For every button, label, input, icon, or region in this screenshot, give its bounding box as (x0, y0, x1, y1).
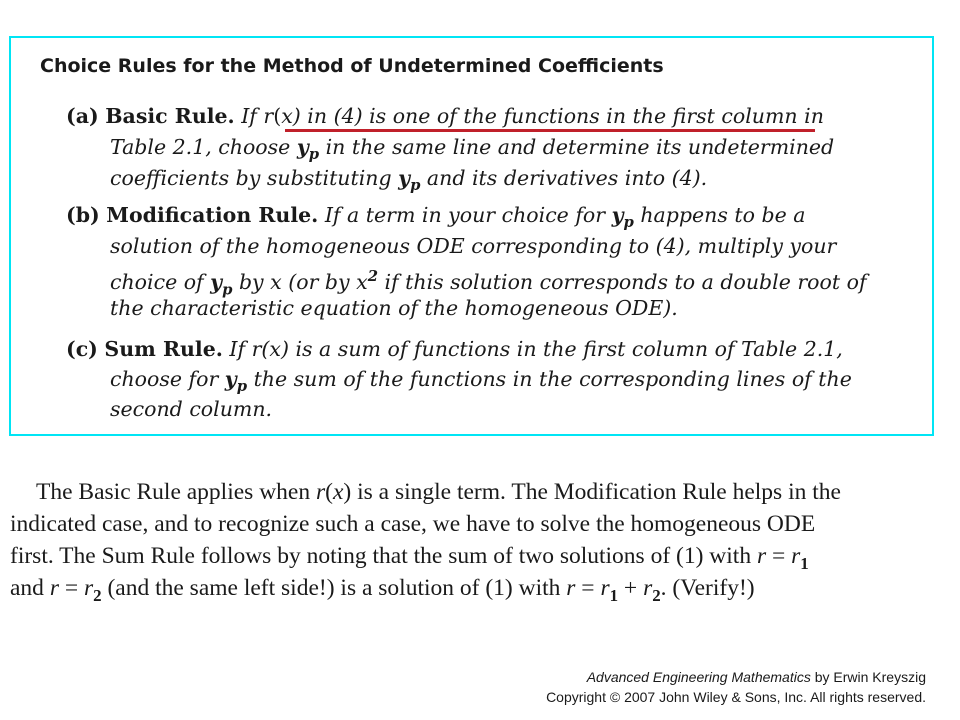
math-symbol: r (791, 543, 801, 569)
math-symbol: r (263, 104, 274, 128)
rule-b-text: happens to be a (633, 203, 806, 227)
body-line-3 (10, 542, 809, 578)
body-text: ) is a single term. The Modification Rule helps in the (343, 479, 841, 505)
rule-a-name: Basic Rule. (105, 104, 235, 128)
math-symbol: ( (273, 104, 282, 128)
math-symbol: r (83, 575, 94, 601)
rule-a-line-2 (110, 135, 834, 167)
body-text: The Basic Rule applies when (36, 479, 316, 505)
math-subscript: 2 (652, 585, 661, 605)
math-subscript: p (222, 281, 233, 299)
math-symbol: r (315, 479, 326, 505)
math-symbol: r (600, 575, 610, 601)
math-superscript: 2 (367, 268, 378, 285)
rule-b-letter: (b) (66, 203, 100, 227)
rule-b-line-2: solution of the homogeneous ODE corresponding to (4), multiply your (110, 234, 837, 258)
rule-b-line-4: the characteristic equation of the homogeneous ODE). (110, 296, 678, 320)
math-symbol: r (756, 543, 767, 569)
body-line-2: indicated case, and to recognize such a case, we have to solve the homogeneous ODE (10, 511, 816, 537)
body-text: and (10, 575, 50, 601)
rule-a-line-3 (110, 166, 707, 198)
body-text: = (58, 575, 84, 601)
rule-a-text: and its derivatives into (4). (420, 166, 708, 190)
math-symbol: y (296, 135, 309, 159)
rule-b-text: by x (or by x (232, 270, 368, 295)
math-symbol: r (643, 575, 653, 601)
body-text: = (766, 543, 792, 569)
math-subscript: p (236, 378, 248, 396)
rule-a-letter: (a) (66, 104, 99, 128)
body-text: = (575, 575, 601, 601)
book-author: by Erwin Kreyszig (810, 669, 926, 685)
math-symbol: y (224, 367, 237, 391)
math-subscript: p (623, 214, 634, 232)
rule-c-text: the sum of the functions in the corresponding lines of the (247, 367, 852, 391)
math-symbol: x (281, 104, 293, 128)
credit-line-1 (587, 669, 926, 685)
rule-b-line-1 (66, 203, 805, 235)
body-text: ( (325, 479, 333, 505)
rule-b-text: choice of (110, 270, 211, 295)
math-symbol: r (566, 575, 576, 601)
rule-c-text: If r(x) is a sum of functions in the first column of Table 2.1, (222, 337, 843, 361)
rule-b-name: Modification Rule. (106, 203, 319, 227)
body-line-1 (36, 478, 841, 506)
math-symbol: y (210, 270, 223, 295)
math-subscript: p (410, 177, 421, 195)
rule-c-name: Sum Rule. (104, 337, 223, 361)
math-subscript: 1 (609, 585, 619, 605)
rule-a-line-1 (66, 104, 824, 128)
math-subscript: 2 (93, 585, 102, 605)
rule-b-text: If a term in your choice for (318, 203, 612, 227)
rule-b-text: if this solution corresponds to a double root of (377, 270, 867, 295)
rule-c-line-1 (66, 337, 843, 361)
math-symbol: x (332, 479, 344, 505)
body-text: first. The Sum Rule follows by noting that the sum of two solutions of (1) with (10, 543, 757, 569)
body-text: . (Verify!) (660, 575, 755, 601)
rule-c-letter: (c) (66, 337, 98, 361)
credit-copyright: Copyright © 2007 John Wiley & Sons, Inc. All rights reserved. (546, 689, 926, 705)
math-subscript: 1 (800, 553, 809, 573)
rule-a-text: Table 2.1, choose (110, 135, 297, 159)
math-symbol: y (611, 203, 624, 227)
math-symbol: r (49, 575, 59, 601)
rule-a-text: ) in (4) is one of the functions in the first column in (292, 104, 824, 128)
body-text: + (618, 575, 644, 601)
rule-a-text: in the same line and determine its undetermined (319, 135, 835, 159)
body-text: (and the same left side!) is a solution of (1) with (101, 575, 567, 601)
red-underline-annotation (285, 129, 815, 132)
book-title: Advanced Engineering Mathematics (586, 669, 811, 685)
math-symbol: y (398, 166, 411, 190)
rule-c-line-2 (110, 367, 852, 399)
box-heading: Choice Rules for the Method of Undetermined Coefficients (40, 55, 664, 77)
rule-a-text: coefficients by substituting (110, 166, 399, 190)
rule-a-text: If (234, 104, 264, 128)
rule-c-text: choose for (110, 367, 225, 391)
rule-c-line-3: second column. (110, 397, 273, 421)
body-line-4 (10, 574, 755, 610)
math-subscript: p (308, 146, 320, 164)
